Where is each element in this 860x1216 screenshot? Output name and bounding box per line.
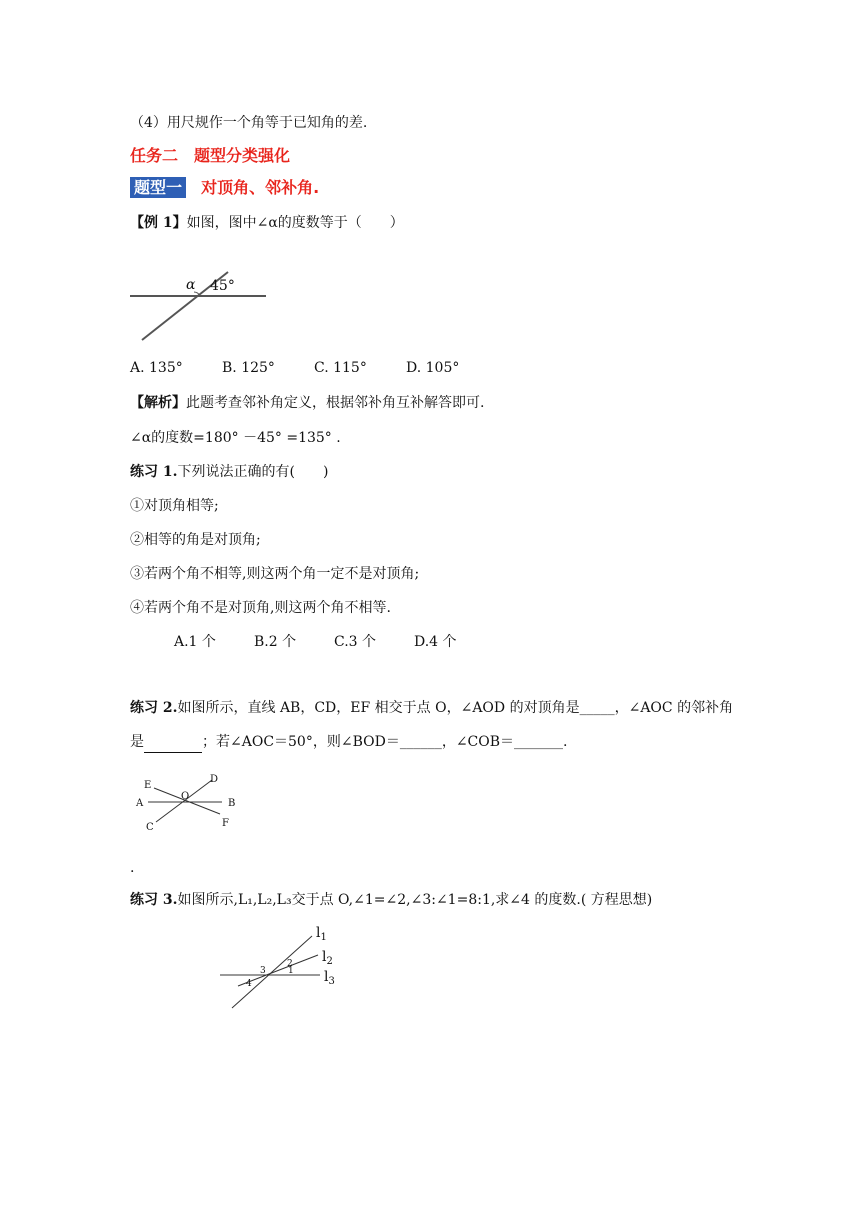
practice2-line1: 如图所示，直线 AB，CD，EF 相交于点 O，∠AOD 的对顶角是_____，∠AOC 的邻补角 bbox=[177, 700, 734, 716]
choice-a: A. 135° bbox=[130, 360, 183, 376]
practice3-figure bbox=[218, 922, 348, 1014]
label-b: B bbox=[228, 798, 236, 809]
analysis-text: 此题考查邻补角定义，根据邻补角互补解答即可. bbox=[186, 395, 485, 411]
label-l1: $l_1$ bbox=[316, 925, 327, 943]
practice3-label: 练习 3. bbox=[130, 892, 178, 908]
angle-3-label: 3 bbox=[260, 966, 266, 976]
practice1-label: 练习 1. bbox=[130, 464, 178, 480]
practice2-line2b: ；若∠AOC＝50°，则∠BOD＝______，∠COB＝_______. bbox=[202, 734, 568, 750]
step4-text: （4）用尺规作一个角等于已知角的差. bbox=[130, 115, 368, 131]
label-a: A bbox=[136, 798, 144, 809]
example1-answer: ∠α的度数=180° －45° =135° . bbox=[130, 430, 341, 446]
label-o: O bbox=[181, 791, 190, 802]
label-l3: $l_3$ bbox=[324, 969, 335, 987]
label-f: F bbox=[222, 818, 229, 829]
practice2-question-cont bbox=[130, 732, 567, 753]
practice2-question bbox=[130, 698, 733, 718]
practice3-question bbox=[130, 890, 652, 910]
practice2-dot: . bbox=[130, 860, 135, 876]
choice-a: A.1 个 bbox=[174, 634, 216, 650]
choice-d: D.4 个 bbox=[414, 634, 457, 650]
analysis-label: 【解析】 bbox=[130, 395, 186, 411]
example1-choices bbox=[130, 358, 459, 378]
angle-2-label: 2 bbox=[287, 959, 293, 969]
line-l1 bbox=[232, 936, 312, 1008]
practice2-figure bbox=[136, 772, 246, 834]
example1-text: 如图，图中∠α的度数等于（ ） bbox=[186, 215, 404, 231]
alpha-label: α bbox=[186, 277, 196, 293]
label-e: E bbox=[144, 780, 152, 791]
example1-question bbox=[130, 213, 404, 233]
choice-c: C. 115° bbox=[314, 360, 367, 376]
example1-label: 【例 1】 bbox=[130, 215, 187, 231]
choice-c: C.3 个 bbox=[334, 634, 377, 650]
type1-heading bbox=[130, 178, 319, 198]
practice1-question bbox=[130, 462, 328, 482]
practice1-item: ①对顶角相等; bbox=[130, 498, 219, 514]
example1-figure bbox=[128, 268, 268, 344]
task2-heading: 任务二 题型分类强化 bbox=[130, 146, 291, 165]
practice1-item: ③若两个角不相等,则这两个角一定不是对顶角; bbox=[130, 566, 420, 582]
practice1-item: ②相等的角是对顶角; bbox=[130, 532, 261, 548]
angle-45-label: 45° bbox=[210, 278, 235, 294]
practice3-text: 如图所示,L₁,L₂,L₃交于点 O,∠1=∠2,∠3:∠1=8:1,求∠4 的度数.( 方程思想) bbox=[177, 892, 653, 908]
angle-1-label: 1 bbox=[288, 966, 294, 976]
choice-d: D. 105° bbox=[406, 360, 460, 376]
practice2-label: 练习 2. bbox=[130, 700, 178, 716]
choice-b: B.2 个 bbox=[254, 634, 297, 650]
type1-tag: 题型一 bbox=[130, 177, 186, 198]
label-d: D bbox=[210, 774, 219, 785]
practice2-line2a: 是 bbox=[130, 734, 144, 750]
practice1-text: 下列说法正确的有( ) bbox=[177, 464, 329, 480]
answer-blank bbox=[144, 732, 202, 753]
label-c: C bbox=[146, 822, 154, 833]
practice1-item: ④若两个角不是对顶角,则这两个角不相等. bbox=[130, 600, 391, 616]
practice1-choices bbox=[174, 632, 457, 652]
label-l2: $l_2$ bbox=[322, 949, 333, 967]
example1-analysis bbox=[130, 393, 484, 413]
choice-b: B. 125° bbox=[222, 360, 275, 376]
type1-title: 对顶角、邻补角. bbox=[201, 178, 320, 197]
angle-4-label: 4 bbox=[246, 979, 252, 989]
